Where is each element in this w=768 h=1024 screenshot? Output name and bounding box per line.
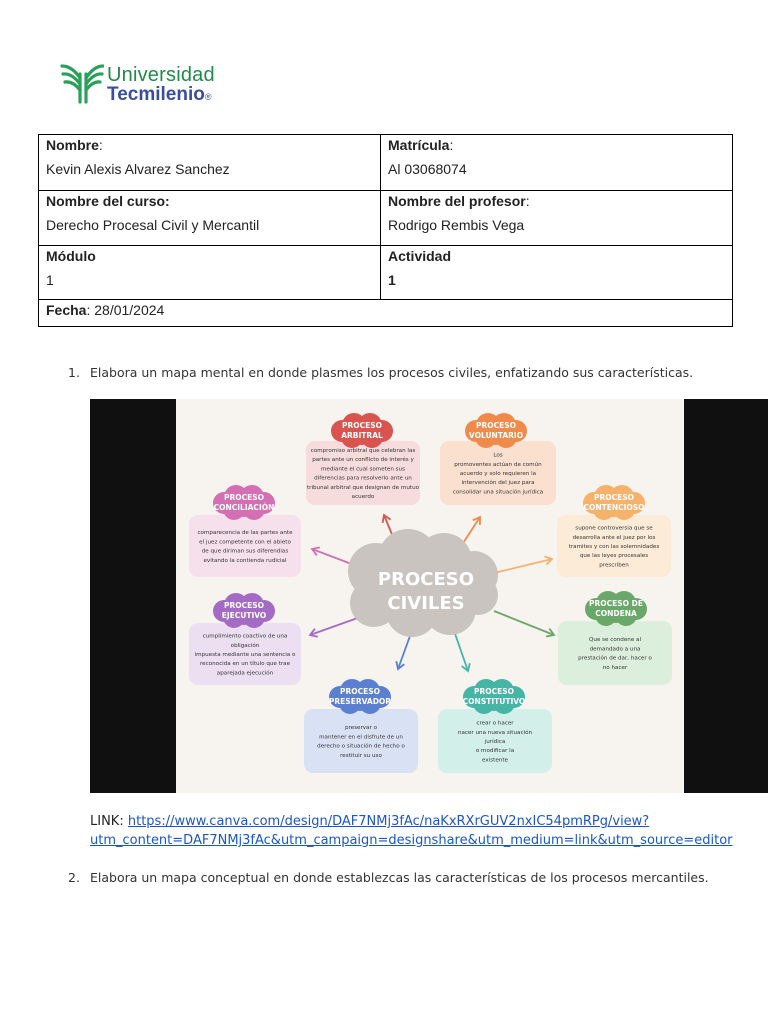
actividad-cell: [381, 246, 733, 300]
tecmilenio-leaf-icon: [60, 62, 104, 104]
canva-link[interactable]: https://www.canva.com/design/DAF7NMj3fAc/naKxRXrGUV2nxIC54pmRPg/view? utm_content=DAF7NMj3fAc&utm_campaign=designshare&utm_medium=link&utm_source=editor: [90, 814, 733, 848]
node-title: PROCESO ARBITRAL: [341, 421, 383, 440]
matricula-label: Matrícula: [388, 137, 450, 153]
node-title: PROCESO DE CONDENA: [588, 599, 644, 618]
question-number: 2.: [68, 870, 80, 885]
logo-tecmilenio-text: Tecmilenio®: [107, 84, 212, 105]
node-description: compromiso arbitral que celebran las partes ante un conflicto de interés y mediante el cual someten sus diferencias para resolverlo ante un tribunal arbitral que designan de mutuo acuerdo: [306, 448, 420, 500]
connector-arrow: [494, 559, 552, 573]
question-2: [68, 870, 709, 885]
modulo-value: 1: [46, 272, 54, 288]
actividad-label: Actividad: [388, 248, 452, 264]
matricula-cell: Matrícula: Al 03068074: [381, 135, 733, 191]
modulo-label: Módulo: [46, 248, 96, 264]
node-description: crear o hacer nacer una nueva situación jurídica o modificar la existente: [457, 720, 533, 764]
mindmap-svg: [176, 399, 684, 793]
question-1: [68, 365, 693, 380]
modulo-cell: [39, 246, 381, 300]
question-text: Elabora un mapa mental en donde plasmes los procesos civiles, enfatizando sus características.: [90, 365, 694, 380]
node-description: comparecencia de las partes ante el juez competente con el abieto de que diriman sus diferendias evitando la contienda rudicial: [197, 530, 293, 564]
question-number: 1.: [68, 365, 80, 380]
node-title: PROCESO CONTENCIOSO: [583, 493, 645, 512]
node-box: [189, 515, 301, 577]
node-box: [304, 709, 418, 773]
fecha-value: 28/01/2024: [94, 302, 165, 318]
connector-arrow: [494, 611, 554, 635]
matricula-value: Al 03068074: [388, 161, 467, 177]
profesor-value: Rodrigo Rembis Vega: [388, 217, 525, 233]
profesor-label: Nombre del profesor: [388, 193, 526, 209]
link-label: LINK:: [90, 814, 124, 829]
logo-university-text: Universidad: [107, 64, 215, 86]
fecha-label: Fecha: [46, 302, 87, 318]
node-box: [558, 621, 672, 685]
nombre-cell: Nombre: Kevin Alexis Alvarez Sanchez: [39, 135, 381, 191]
node-title: PROCESO CONCILIACIÓN: [213, 493, 275, 512]
node-description: supone controversia que se desarrolla ante el juez por los tramites y con las solemnidades que las leyes procesales prescriben: [568, 525, 660, 569]
node-description: cumplimiento coactivo de una obligación impuesta mediante una sentencia o reconocida en un título que trae aparejada ejecución: [194, 633, 296, 677]
fecha-cell: Fecha: 28/01/2024: [39, 300, 733, 327]
mindmap-canvas: [176, 399, 684, 793]
curso-label: Nombre del curso:: [46, 193, 170, 209]
node-description: Que se condene al demandado a una prestación de dar, hacer o no hacer: [578, 637, 652, 671]
center-title: PROCESO CIVILES: [377, 569, 475, 614]
node-title: PROCESO VOLUNTARIO: [468, 421, 524, 440]
mindmap-image: [90, 399, 768, 793]
node-description: preservar o mantener en el disfrute de un derecho o situación de hecho o restituir su uso: [317, 725, 405, 759]
actividad-value: 1: [388, 272, 396, 288]
curso-value: Derecho Procesal Civil y Mercantil: [46, 217, 260, 233]
question-text: Elabora un mapa conceptual en donde establezcas las características de los procesos mercantiles.: [90, 870, 709, 885]
node-description: Los promoventes actúan de común acuerdo y solo requieren la intervención del juez para consolidar una situación jurídica: [452, 452, 544, 496]
student-info-table: [38, 134, 733, 327]
node-title: PROCESO CONSTITUTIVO: [462, 687, 526, 706]
university-logo: [60, 62, 230, 108]
node-title: PROCESO PRESERVADOR: [328, 687, 392, 706]
nombre-label: Nombre: [46, 137, 99, 153]
nombre-value: Kevin Alexis Alvarez Sanchez: [46, 161, 230, 177]
node-title: PROCESO EJECUTIVO: [221, 601, 267, 620]
curso-cell: [39, 191, 381, 246]
canva-link-block: [90, 812, 733, 850]
profesor-cell: Nombre del profesor: Rodrigo Rembis Vega: [381, 191, 733, 246]
